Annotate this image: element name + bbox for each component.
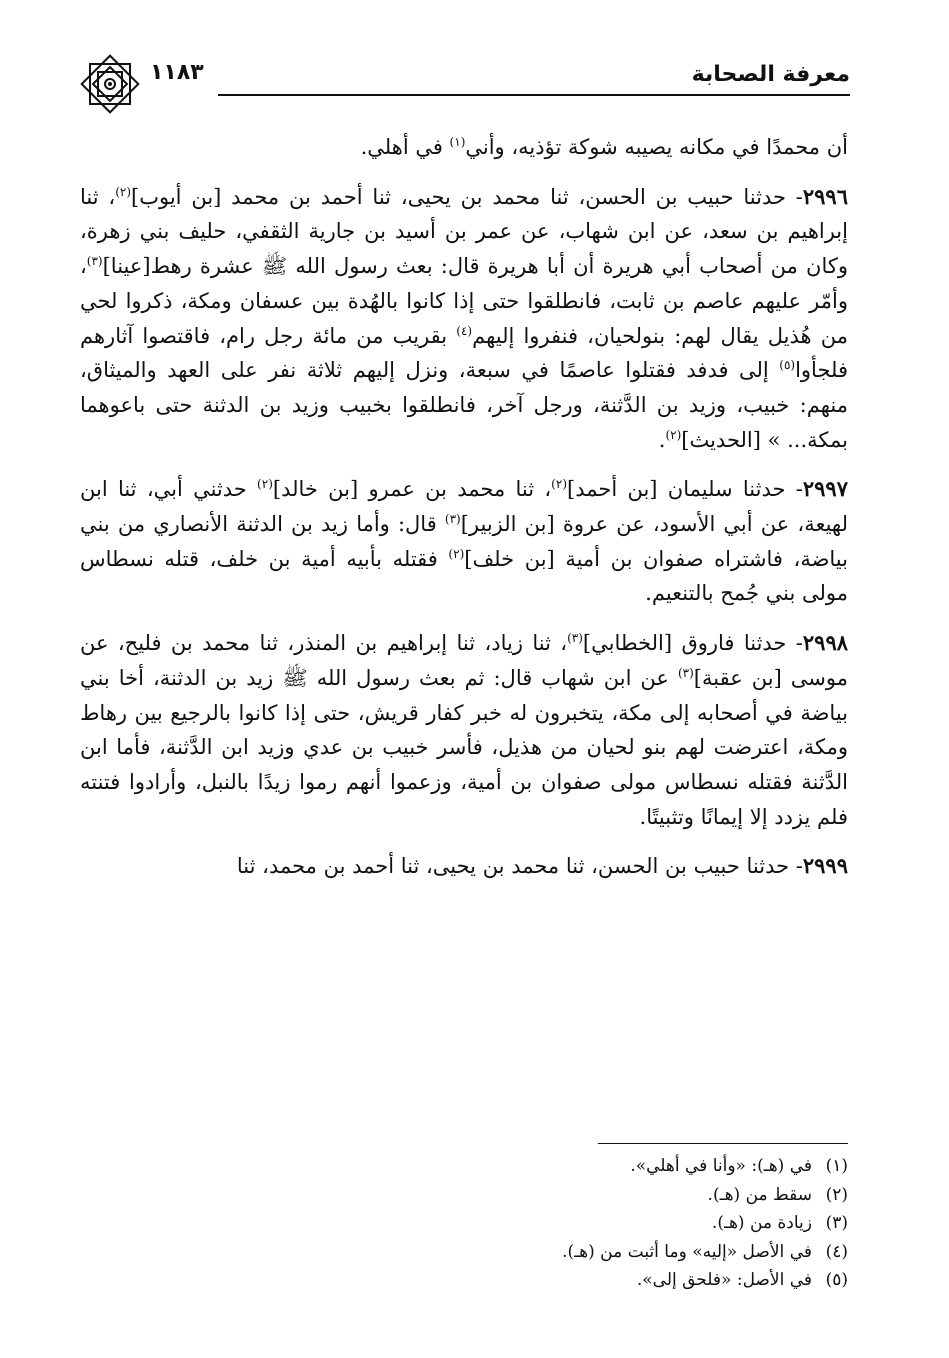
text-run: - حدثنا حبيب بن الحسن، ثنا محمد بن يحيى، ثنا أحمد بن محمد، ثنا [236, 854, 803, 879]
header-rule [218, 94, 850, 96]
footnote-number: (٤) [825, 1241, 848, 1262]
text-run: - حدثنا سليمان [بن أحمد] [567, 477, 803, 502]
text-run: حدثني أبي، ثنا ابن لهيعة، عن أبي الأسود، عن عروة [بن الزبير] [80, 477, 849, 537]
footnote-text: زيادة من (هـ). [711, 1213, 812, 1233]
footnote-item [80, 1209, 848, 1238]
footnote-reference[interactable]: (٢) [551, 477, 567, 492]
main-text [80, 130, 848, 899]
hadith-number: ٢٩٩٨ [802, 630, 849, 656]
text-run: أن محمدًا في مكانه يصيبه شوكة تؤذيه، وأني [465, 135, 848, 159]
text-run: عن ابن شهاب قال: ثم بعث رسول الله ﷺ زيد بن الدثنة، أخا بني بياضة في أصحابه إلى مكة، يتخبرون له خبر كفار قريش، حتى إذا كانوا بالرجيع بين رهاط ومكة، اعترضت لهم بنو لحيان من هذيل، فأسر خبيب بن عدي وزيد ابن الدَّثنة، فأما ابن الدَّثنة فقتله نسطاس مولى صفوان بن أمية، وزعموا أنهم رموا زيدًا بالنبل، وأرادوا فتنته فلم يزدد إلا إيمانًا وتثبيتًا. [80, 665, 848, 829]
text-run: إلى فدفد فقتلوا عاصمًا في سبعة، ونزل إليهم ثلاثة نفر على العهد والميثاق، منهم: خبيب، وزيد بن الدَّثنة، ورجل آخر، فانطلقوا بخبيب وزيد بن الدثنة حتى باعوهما بمكة... » [الحديث] [80, 358, 848, 452]
footnote-reference[interactable]: (٤) [456, 323, 473, 338]
footnote-number: (٢) [825, 1184, 848, 1205]
hadith-paragraph [80, 849, 848, 884]
footnote-number: (٥) [825, 1270, 848, 1290]
hadith-paragraph [80, 626, 848, 834]
hadith-number: ٢٩٩٧ [802, 476, 848, 502]
hadith-paragraph [80, 180, 848, 458]
page-number: ١١٨٣ [150, 60, 204, 85]
octagram-ornament-icon [78, 52, 142, 116]
text-run: ، وأمّر عليهم عاصم بن ثابت، فانطلقوا حتى إذا كانوا بالهُدة بين عسفان ومكة، ذكروا لحي من هُذيل يقال لهم: بنولحيان، فنفروا إليهم [80, 254, 848, 348]
text-run: ، ثنا محمد بن عمرو [بن خالد] [272, 477, 552, 502]
footnote-text: سقط من (هـ). [707, 1184, 812, 1205]
footnote-reference[interactable]: (١) [449, 135, 466, 149]
hadith-number: ٢٩٩٦ [802, 183, 848, 209]
footnote-text: في (هـ): «وأنا في أهلي». [630, 1156, 812, 1176]
footnote-separator [598, 1143, 848, 1144]
footnote-reference[interactable]: (٣) [86, 254, 103, 269]
footnote-item [80, 1238, 848, 1267]
footnote-reference[interactable]: (٥) [779, 358, 796, 373]
text-run: - حدثنا فاروق [الخطابي] [582, 631, 803, 656]
text-run: . [658, 427, 666, 452]
text-run: ، ثنا إبراهيم بن سعد، عن ابن شهاب، عن عمر بن أسيد بن جارية الثقفي، حليف بني زهرة، وكان من أصحاب أبي هريرة أن أبا هريرة قال: بعث رسول الله ﷺ عشرة رهط[عينا] [80, 184, 848, 279]
footnote-reference[interactable]: (٣) [567, 631, 583, 646]
text-run: فقتله بأبيه أمية بن خلف، قتله نسطاس مولى بني جُمح بالتنعيم. [80, 546, 848, 606]
hadith-paragraph [80, 130, 848, 165]
footnote-item [80, 1152, 848, 1181]
running-title: معرفة الصحابة [691, 62, 850, 87]
page-header [78, 52, 850, 102]
footnotes [80, 1152, 848, 1295]
footnote-text: في الأصل: «فلحق إلى». [636, 1270, 812, 1290]
footnote-item [80, 1181, 848, 1210]
footnote-reference[interactable]: (٢) [448, 546, 465, 561]
hadith-number: ٢٩٩٩ [802, 853, 848, 879]
hadith-paragraph [80, 472, 848, 611]
footnote-reference[interactable]: (٢) [257, 477, 273, 492]
footnote-number: (٣) [825, 1213, 848, 1233]
text-run: بقريب من مائة رجل رام، فاقتصوا آثارهم فلجأوا [80, 323, 848, 383]
footnote-number: (١) [825, 1156, 848, 1176]
footnote-reference[interactable]: (٣) [677, 665, 694, 680]
footnote-reference[interactable]: (٢) [115, 184, 132, 199]
text-run: - حدثنا حبيب بن الحسن، ثنا محمد بن يحيى، ثنا أحمد بن محمد [بن أيوب] [131, 184, 803, 209]
footnote-item [80, 1266, 848, 1295]
text-run: في أهلي. [360, 135, 450, 159]
footnote-reference[interactable]: (٢) [665, 427, 682, 442]
text-run: ، ثنا زياد، ثنا إبراهيم بن المنذر، ثنا محمد بن فليح، عن موسى [بن عقبة] [80, 631, 848, 690]
footnote-text: في الأصل «إليه» وما أثبت من (هـ). [562, 1241, 812, 1262]
text-run: قال: وأما زيد بن الدثنة الأنصاري من بني بياضة، فاشتراه صفوان بن أمية [بن خلف] [80, 512, 848, 571]
footnote-reference[interactable]: (٣) [444, 512, 461, 527]
